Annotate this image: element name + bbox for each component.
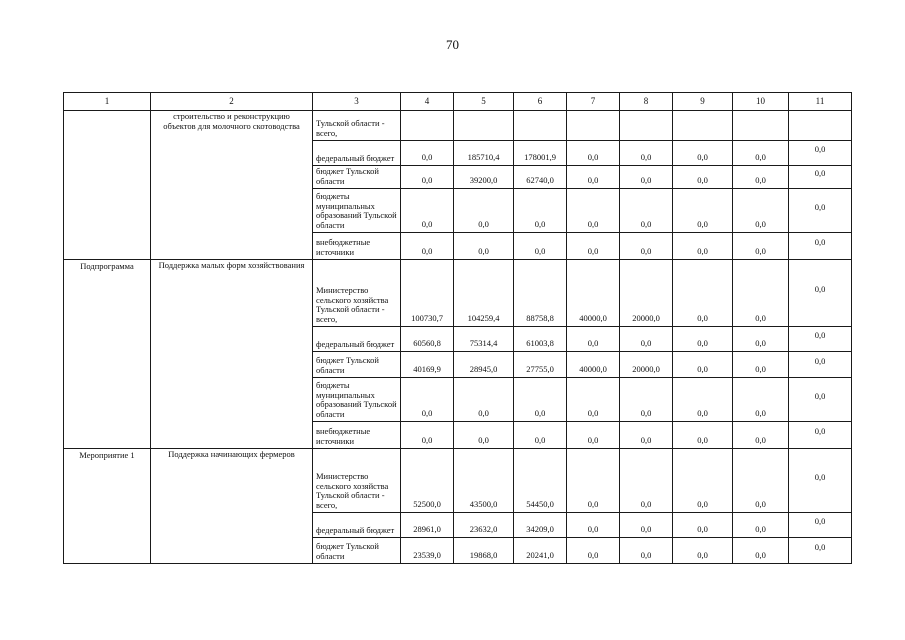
value-cell: 0,0	[620, 141, 673, 166]
value-cell: 0,0	[673, 166, 733, 189]
value-cell: 27755,0	[514, 352, 567, 378]
value-cell: 0,0	[733, 449, 789, 513]
value-cell: 100730,7	[401, 260, 454, 327]
value-cell: 0,0	[401, 141, 454, 166]
value-cell: 0,0	[514, 422, 567, 449]
value-cell: 0,0	[567, 449, 620, 513]
funding-source-cell: бюджет Тульской области	[313, 166, 401, 189]
funding-source-cell: федеральный бюджет	[313, 513, 401, 538]
value-cell: 0,0	[567, 327, 620, 352]
value-cell: 0,0	[567, 513, 620, 538]
value-cell: 0,0	[620, 166, 673, 189]
value-cell: 0,0	[454, 422, 514, 449]
value-cell: 0,0	[620, 327, 673, 352]
value-cell: 0,0	[733, 141, 789, 166]
header-cell: 2	[151, 93, 313, 111]
table-row	[64, 449, 852, 513]
value-cell: 0,0	[567, 189, 620, 233]
value-cell	[673, 111, 733, 141]
value-cell: 0,0	[789, 260, 852, 327]
value-cell: 0,0	[733, 352, 789, 378]
value-cell: 0,0	[789, 233, 852, 260]
value-cell: 0,0	[733, 538, 789, 564]
value-cell: 0,0	[567, 378, 620, 422]
header-cell: 5	[454, 93, 514, 111]
funding-source-cell: Тульской области - всего,	[313, 111, 401, 141]
value-cell: 104259,4	[454, 260, 514, 327]
value-cell: 0,0	[673, 233, 733, 260]
value-cell	[567, 111, 620, 141]
value-cell: 0,0	[789, 141, 852, 166]
item-name-cell: Поддержка начинающих фермеров	[151, 449, 313, 564]
value-cell: 40000,0	[567, 352, 620, 378]
funding-source-cell: бюджет Тульской области	[313, 352, 401, 378]
item-type-cell	[64, 111, 151, 260]
funding-source-cell: Министерство сельского хозяйства Тульской области - всего,	[313, 449, 401, 513]
table-row	[64, 111, 852, 141]
value-cell: 0,0	[567, 538, 620, 564]
value-cell: 0,0	[567, 422, 620, 449]
table-row	[64, 260, 852, 327]
item-name-cell: Поддержка малых форм хозяйствования	[151, 260, 313, 449]
header-cell: 7	[567, 93, 620, 111]
value-cell: 0,0	[620, 189, 673, 233]
funding-source-cell: Министерство сельского хозяйства Тульской области - всего,	[313, 260, 401, 327]
value-cell: 0,0	[567, 233, 620, 260]
item-type-cell: Мероприятие 1	[64, 449, 151, 564]
value-cell: 0,0	[514, 378, 567, 422]
value-cell	[514, 111, 567, 141]
value-cell: 0,0	[733, 378, 789, 422]
value-cell	[733, 111, 789, 141]
value-cell: 88758,8	[514, 260, 567, 327]
value-cell: 0,0	[789, 352, 852, 378]
value-cell: 0,0	[733, 327, 789, 352]
funding-source-cell: федеральный бюджет	[313, 141, 401, 166]
value-cell: 61003,8	[514, 327, 567, 352]
value-cell: 34209,0	[514, 513, 567, 538]
value-cell: 20241,0	[514, 538, 567, 564]
value-cell: 23632,0	[454, 513, 514, 538]
value-cell: 0,0	[620, 233, 673, 260]
funding-source-cell: федеральный бюджет	[313, 327, 401, 352]
value-cell: 178001,9	[514, 141, 567, 166]
value-cell: 52500,0	[401, 449, 454, 513]
value-cell: 40000,0	[567, 260, 620, 327]
funding-source-cell: бюджеты муниципальных образований Тульской области	[313, 378, 401, 422]
value-cell: 0,0	[673, 352, 733, 378]
item-type-cell: Подпрограмма	[64, 260, 151, 449]
value-cell: 0,0	[620, 422, 673, 449]
value-cell: 0,0	[673, 422, 733, 449]
header-cell: 1	[64, 93, 151, 111]
value-cell: 0,0	[673, 513, 733, 538]
value-cell: 20000,0	[620, 260, 673, 327]
header-cell: 3	[313, 93, 401, 111]
header-row	[64, 93, 852, 111]
value-cell	[401, 111, 454, 141]
value-cell: 0,0	[789, 327, 852, 352]
value-cell: 0,0	[401, 166, 454, 189]
value-cell: 75314,4	[454, 327, 514, 352]
value-cell	[454, 111, 514, 141]
value-cell: 0,0	[620, 538, 673, 564]
value-cell: 0,0	[789, 166, 852, 189]
value-cell: 0,0	[567, 141, 620, 166]
budget-table	[63, 92, 852, 564]
value-cell: 0,0	[673, 538, 733, 564]
value-cell: 0,0	[454, 189, 514, 233]
value-cell: 0,0	[673, 189, 733, 233]
value-cell: 0,0	[620, 513, 673, 538]
value-cell: 0,0	[789, 449, 852, 513]
value-cell: 39200,0	[454, 166, 514, 189]
funding-source-cell: внебюджетные источники	[313, 422, 401, 449]
value-cell: 28961,0	[401, 513, 454, 538]
value-cell: 0,0	[454, 233, 514, 260]
header-cell: 4	[401, 93, 454, 111]
item-name-cell: строительство и реконструкцию объектов для молочного скотоводства	[151, 111, 313, 260]
value-cell: 62740,0	[514, 166, 567, 189]
value-cell	[789, 111, 852, 141]
header-cell: 6	[514, 93, 567, 111]
header-cell: 9	[673, 93, 733, 111]
value-cell: 28945,0	[454, 352, 514, 378]
value-cell: 0,0	[789, 378, 852, 422]
value-cell: 0,0	[673, 260, 733, 327]
value-cell: 0,0	[620, 378, 673, 422]
value-cell: 0,0	[401, 378, 454, 422]
value-cell: 0,0	[673, 141, 733, 166]
value-cell: 0,0	[673, 449, 733, 513]
header-cell: 10	[733, 93, 789, 111]
value-cell: 0,0	[620, 449, 673, 513]
value-cell: 0,0	[567, 166, 620, 189]
value-cell: 0,0	[733, 189, 789, 233]
value-cell	[620, 111, 673, 141]
header-cell: 8	[620, 93, 673, 111]
page-number: 70	[446, 37, 459, 52]
header-cell: 11	[789, 93, 852, 111]
funding-source-cell: бюджеты муниципальных образований Тульской области	[313, 189, 401, 233]
value-cell: 0,0	[401, 189, 454, 233]
value-cell: 0,0	[789, 513, 852, 538]
funding-source-cell: бюджет Тульской области	[313, 538, 401, 564]
value-cell: 0,0	[733, 260, 789, 327]
value-cell: 40169,9	[401, 352, 454, 378]
value-cell: 0,0	[454, 378, 514, 422]
value-cell: 54450,0	[514, 449, 567, 513]
value-cell: 20000,0	[620, 352, 673, 378]
value-cell: 23539,0	[401, 538, 454, 564]
value-cell: 43500,0	[454, 449, 514, 513]
value-cell: 0,0	[673, 327, 733, 352]
funding-source-cell: внебюджетные источники	[313, 233, 401, 260]
value-cell: 0,0	[514, 189, 567, 233]
value-cell: 60560,8	[401, 327, 454, 352]
value-cell: 0,0	[733, 166, 789, 189]
value-cell: 0,0	[673, 378, 733, 422]
value-cell: 0,0	[733, 233, 789, 260]
value-cell: 0,0	[401, 422, 454, 449]
value-cell: 19868,0	[454, 538, 514, 564]
value-cell: 0,0	[733, 513, 789, 538]
value-cell: 0,0	[401, 233, 454, 260]
value-cell: 0,0	[789, 189, 852, 233]
value-cell: 0,0	[733, 422, 789, 449]
value-cell: 0,0	[514, 233, 567, 260]
value-cell: 185710,4	[454, 141, 514, 166]
value-cell: 0,0	[789, 538, 852, 564]
value-cell: 0,0	[789, 422, 852, 449]
